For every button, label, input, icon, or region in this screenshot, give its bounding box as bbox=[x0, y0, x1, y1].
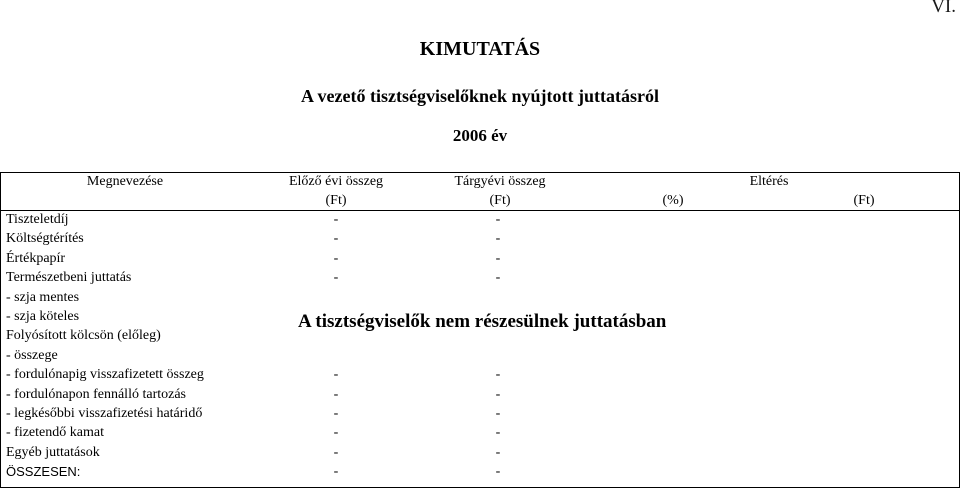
table-cell-prev: - bbox=[333, 367, 339, 383]
table-row-label: - legkésőbbi visszafizetési határidő bbox=[6, 406, 203, 421]
col-header-current-year-unit: (Ft) bbox=[489, 193, 511, 208]
header-separator bbox=[0, 210, 960, 211]
table-row-label: ÖSSZESEN: bbox=[6, 464, 81, 480]
col-header-difference-pct: (%) bbox=[662, 193, 684, 208]
report-year: 2006 év bbox=[452, 126, 508, 145]
table-cell-curr: - bbox=[495, 464, 501, 480]
table-cell-prev: - bbox=[333, 270, 339, 286]
table-cell-prev: - bbox=[333, 231, 339, 247]
table-cell-prev: - bbox=[333, 406, 339, 421]
table-row-label: Költségtérítés bbox=[6, 231, 84, 247]
table-cell-prev: - bbox=[333, 250, 339, 266]
table-cell-curr: - bbox=[495, 231, 501, 247]
table-cell-prev: - bbox=[333, 464, 339, 480]
col-header-current-year: Tárgyévi összeg bbox=[454, 174, 546, 189]
table-row-label: - fordulónapig visszafizetett összeg bbox=[6, 367, 204, 383]
table-row-label: - szja mentes bbox=[6, 289, 80, 305]
col-header-prev-year-unit: (Ft) bbox=[325, 193, 347, 208]
table-cell-prev: - bbox=[333, 425, 339, 441]
table-cell-prev: - bbox=[333, 444, 339, 460]
no-benefits-note: A tisztségviselők nem részesülnek juttatásban bbox=[298, 311, 667, 332]
table-cell-prev: - bbox=[333, 212, 339, 227]
col-header-prev-year: Előző évi összeg bbox=[288, 174, 384, 189]
col-header-difference-ft: (Ft) bbox=[853, 193, 875, 208]
table-row-label: - fizetendő kamat bbox=[6, 425, 104, 441]
section-number: VI. bbox=[931, 0, 956, 17]
col-header-difference: Eltérés bbox=[749, 174, 789, 189]
table-row-label: Tiszteletdíj bbox=[6, 212, 69, 227]
table-row-label: Folyósított kölcsön (előleg) bbox=[6, 328, 161, 344]
table-cell-curr: - bbox=[495, 444, 501, 460]
page-subtitle: A vezető tisztségviselőknek nyújtott juttatásról bbox=[301, 86, 659, 106]
table-cell-curr: - bbox=[495, 270, 501, 286]
col-header-name: Megnevezése bbox=[86, 174, 164, 189]
table-cell-curr: - bbox=[495, 250, 501, 266]
table-cell-curr: - bbox=[495, 212, 501, 227]
table-cell-curr: - bbox=[495, 367, 501, 383]
page-title: KIMUTATÁS bbox=[419, 38, 541, 60]
table-row-label: - összege bbox=[6, 347, 58, 363]
table-top-border bbox=[0, 172, 960, 173]
table-cell-prev: - bbox=[333, 386, 339, 402]
benefits-table bbox=[0, 172, 960, 488]
table-left-border bbox=[0, 172, 1, 488]
table-row-label: Értékpapír bbox=[6, 250, 66, 266]
table-cell-curr: - bbox=[495, 386, 501, 402]
table-row-label: Természetbeni juttatás bbox=[6, 270, 132, 286]
table-row-label: Egyéb juttatások bbox=[6, 444, 100, 460]
table-cell-curr: - bbox=[495, 425, 501, 441]
table-row-label: - szja köteles bbox=[6, 309, 80, 324]
table-row-label: - fordulónapon fennálló tartozás bbox=[6, 386, 186, 402]
table-cell-curr: - bbox=[495, 406, 501, 421]
